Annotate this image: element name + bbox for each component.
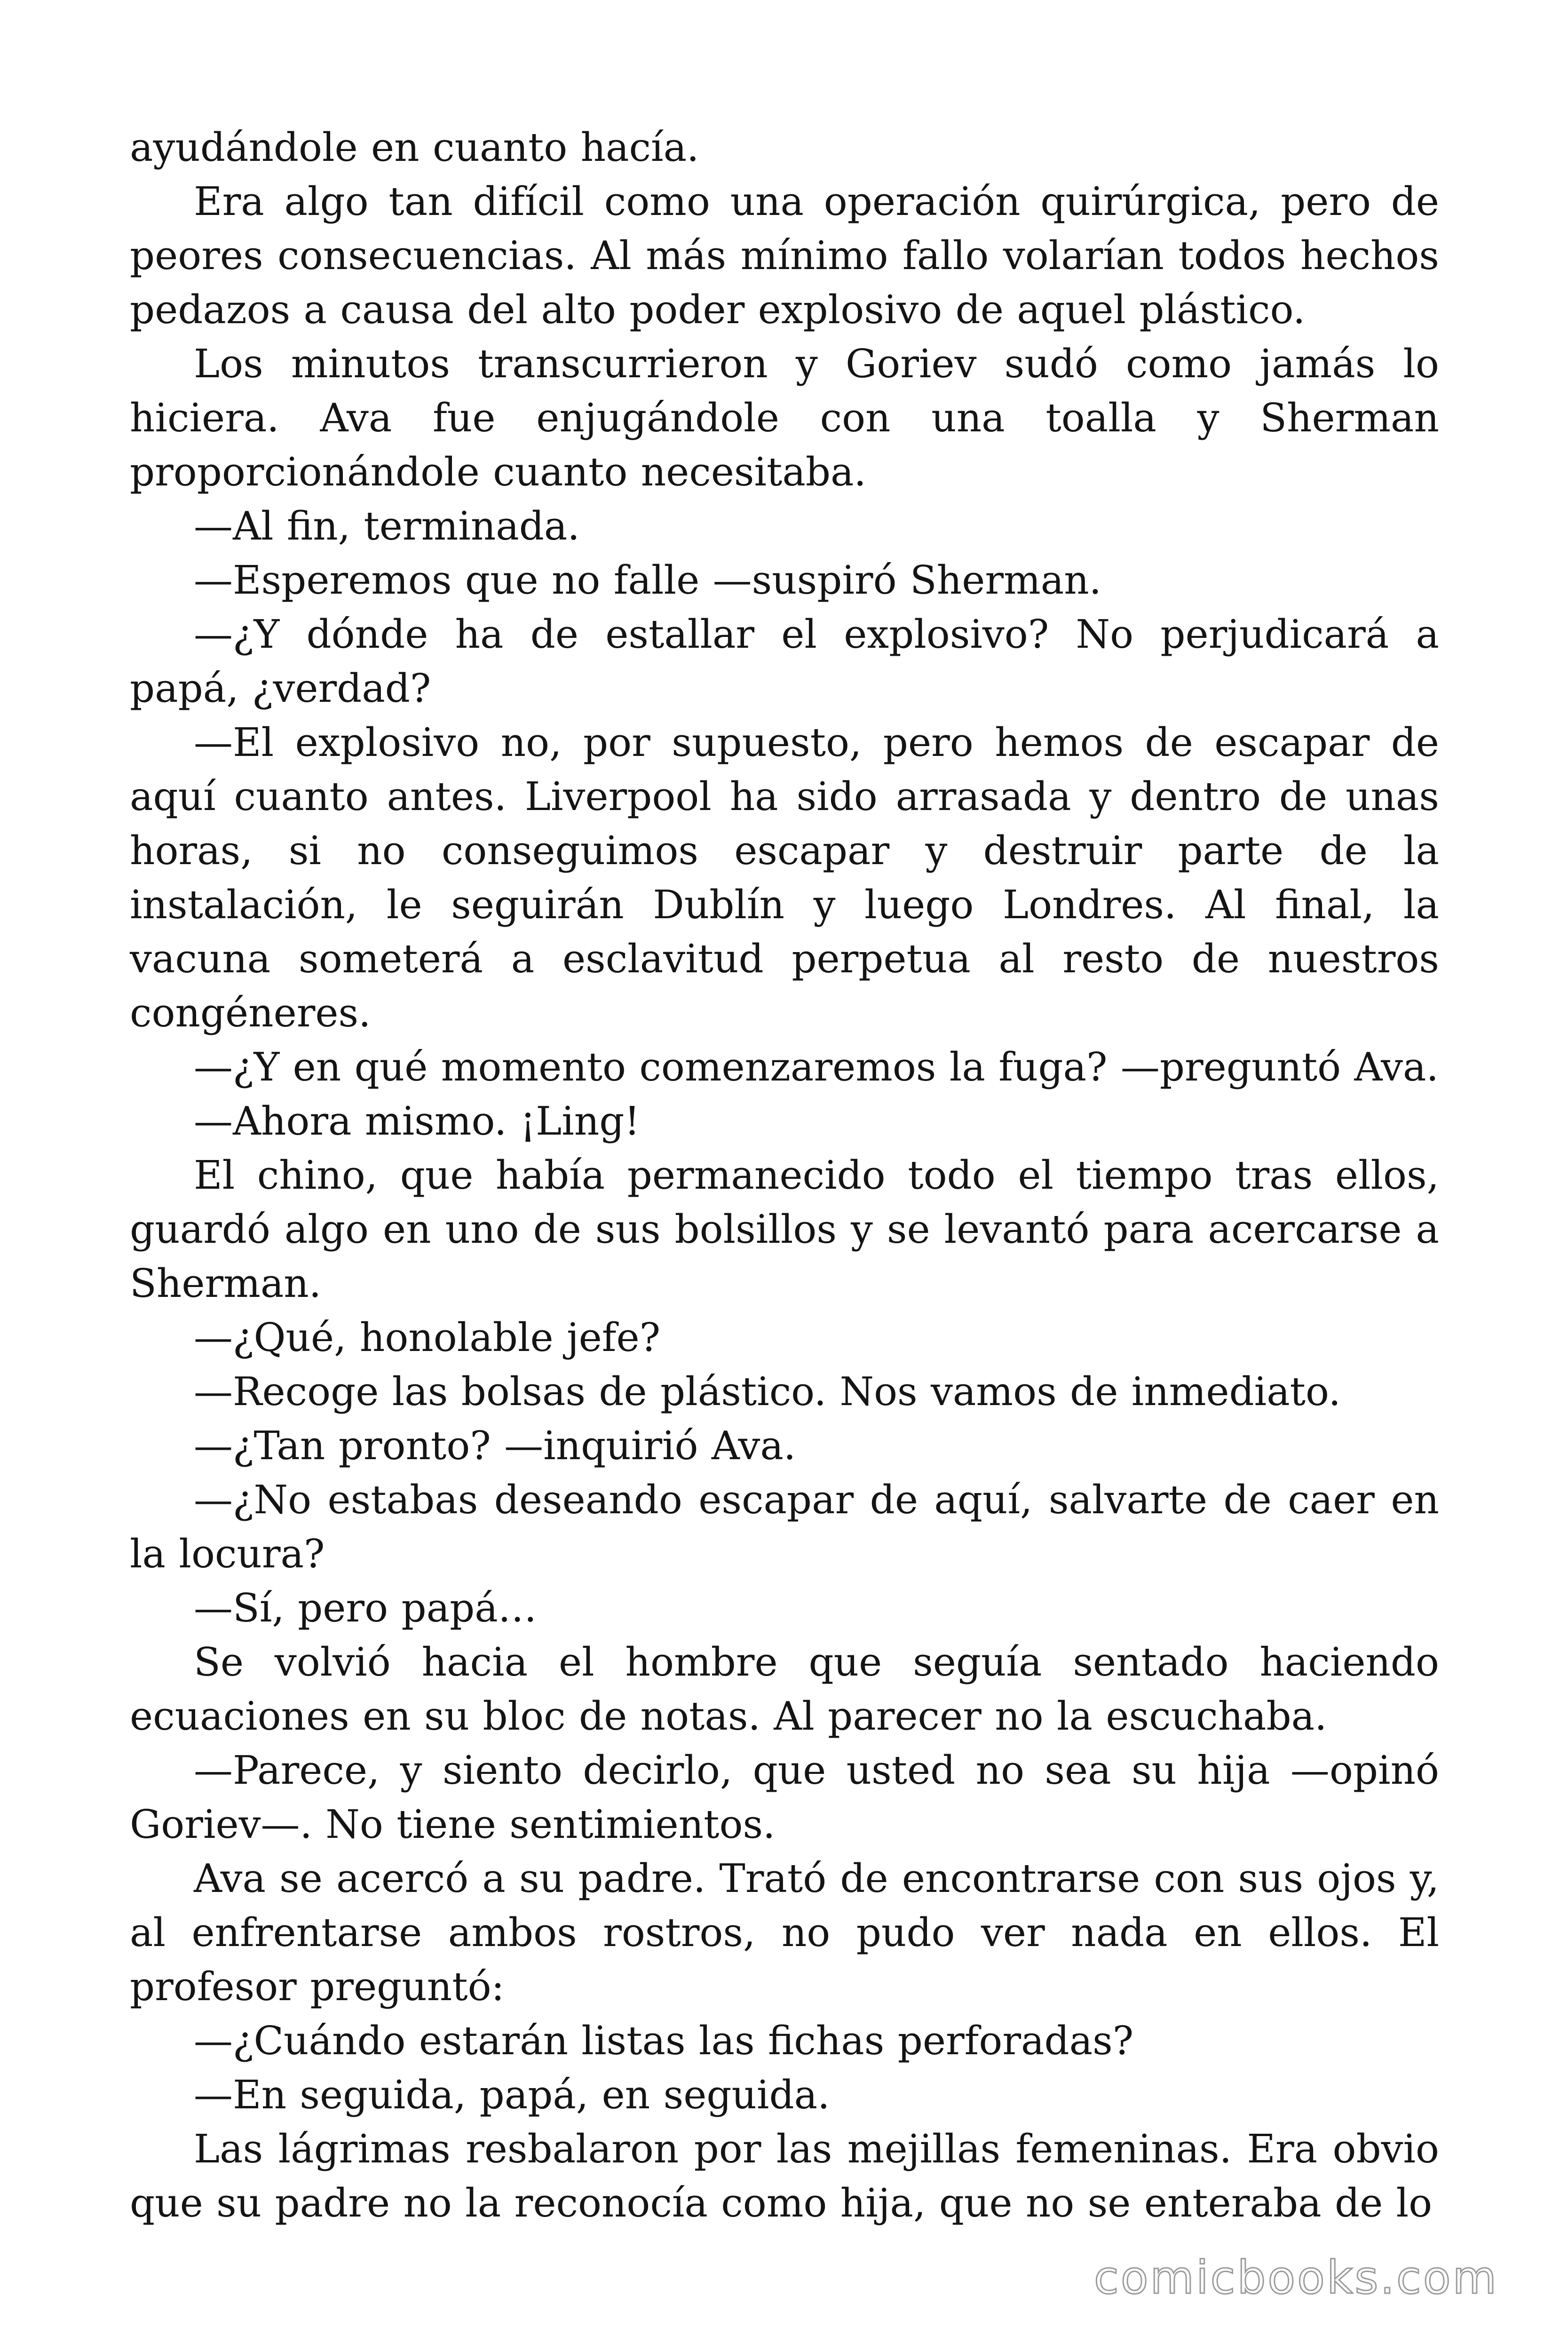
paragraph: —¿No estabas deseando escapar de aquí, salvarte de caer en la locura? xyxy=(130,1477,1439,1577)
paragraph: Las lágrimas resbalaron por las mejillas femeninas. Era obvio que su padre no la reconocía como hija, que no se enteraba de lo xyxy=(130,2126,1439,2226)
paragraph: Era algo tan difícil como una operación quirúrgica, pero de peores consecuencias. Al más mínimo fallo volarían todos hechos pedazos a causa del alto poder explosivo de aquel plástico. xyxy=(130,179,1439,333)
paragraph: —¿Tan pronto? —inquirió Ava. xyxy=(194,1423,796,1469)
paragraph: —Al fin, terminada. xyxy=(194,503,580,549)
paragraph: —¿Qué, honolable jefe? xyxy=(194,1315,661,1360)
paragraph: Ava se acercó a su padre. Trató de encontrarse con sus ojos y, al enfrentarse ambos rostros, no pudo ver nada en ellos. El profesor preguntó: xyxy=(130,1856,1439,2010)
paragraph: —Ahora mismo. ¡Ling! xyxy=(194,1098,640,1144)
paragraph: —Parece, y siento decirlo, que usted no sea su hija —opinó Goriev—. No tiene sentimientos. xyxy=(130,1748,1439,1847)
paragraph: ayudándole en cuanto hacía. xyxy=(130,125,699,170)
paragraph: —Sí, pero papá… xyxy=(194,1585,537,1631)
paragraph: —El explosivo no, por supuesto, pero hemos de escapar de aquí cuanto antes. Liverpool ha sido arrasada y dentro de unas horas, si no conseguimos escapar y destruir parte de la instalación, le seguirán Dublín y luego Londres. Al final, la vacuna someterá a esclavitud perpetua al resto de nuestros congéneres. xyxy=(130,720,1439,1036)
paragraph: Los minutos transcurrieron y Goriev sudó como jamás lo hiciera. Ava fue enjugándole con una toalla y Sherman proporcionándole cuanto necesitaba. xyxy=(130,341,1439,495)
paragraph: —¿Y en qué momento comenzaremos la fuga? —preguntó Ava. xyxy=(194,1044,1439,1090)
paragraph: —En seguida, papá, en seguida. xyxy=(194,2072,830,2118)
paragraph: Se volvió hacia el hombre que seguía sentado haciendo ecuaciones en su bloc de notas. Al parecer no la escuchaba. xyxy=(130,1639,1439,1739)
page-text xyxy=(130,120,1439,2230)
paragraph: —¿Cuándo estarán listas las fichas perforadas? xyxy=(194,2018,1134,2064)
paragraph: El chino, que había permanecido todo el tiempo tras ellos, guardó algo en uno de sus bolsillos y se levantó para acercarse a Sherman. xyxy=(130,1152,1439,1306)
paragraph: —Recoge las bolsas de plástico. Nos vamos de inmediato. xyxy=(194,1369,1341,1414)
watermark: comicbooks.com xyxy=(1093,2251,1498,2304)
paragraph: —¿Y dónde ha de estallar el explosivo? No perjudicará a papá, ¿verdad? xyxy=(130,612,1439,711)
paragraph: —Esperemos que no falle —suspiró Sherman. xyxy=(194,557,1102,603)
